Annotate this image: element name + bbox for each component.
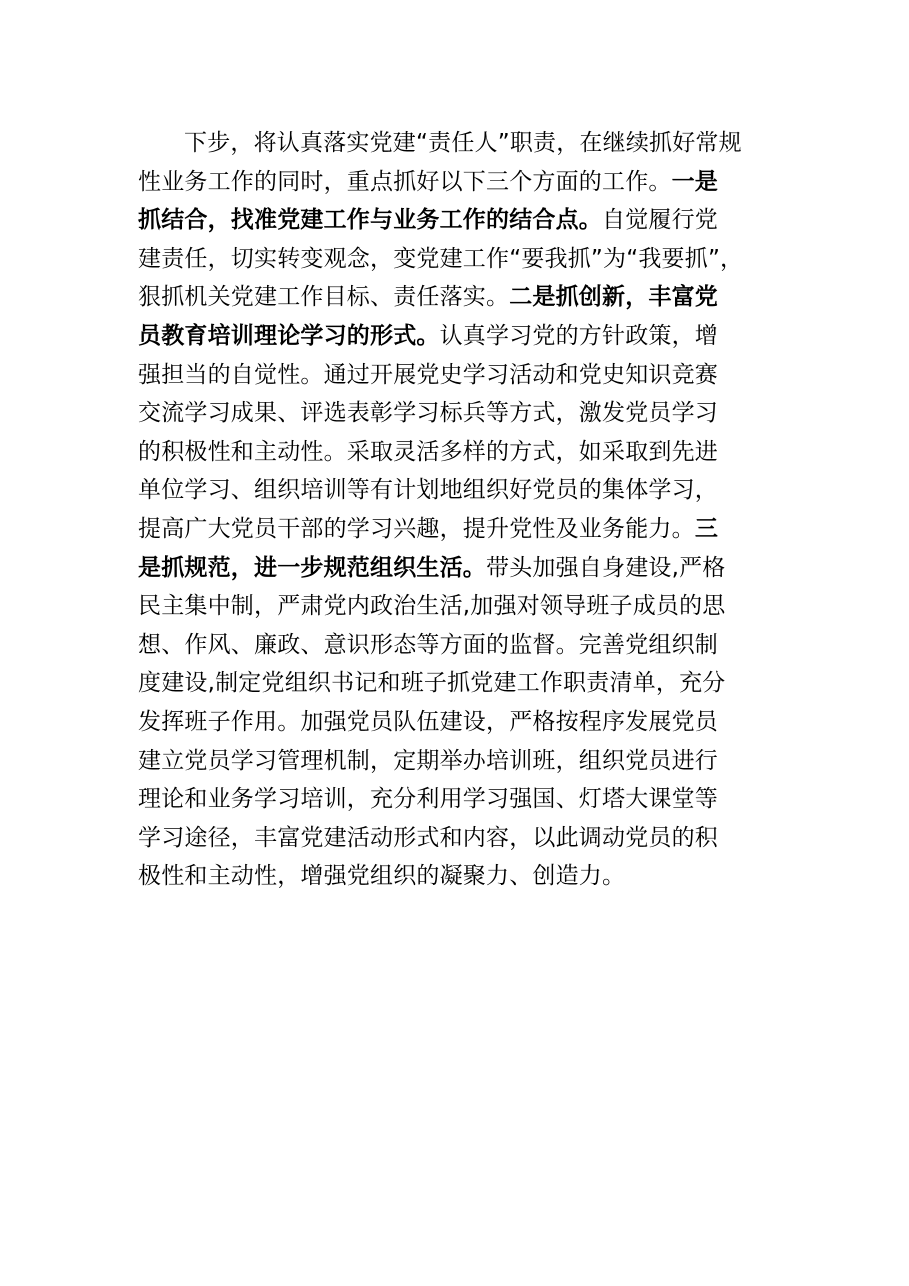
text-line: [138, 703, 778, 742]
text-segment: 极性和主动性，增强党组织的凝聚力、创造力。: [138, 863, 626, 890]
text-segment: 提高广大党员干部的学习兴趣，提升党性及业务能力。: [138, 515, 695, 542]
text-segment: 带头加强自身建设,严格: [486, 554, 726, 581]
text-line: [138, 278, 778, 317]
text-line: [138, 240, 778, 279]
text-line: [138, 819, 778, 858]
text-segment: 理论和业务学习培训，充分利用学习强国、灯塔大课堂等: [138, 786, 718, 813]
text-segment: 发挥班子作用。加强党员队伍建设，严格按程序发展党员: [138, 708, 718, 735]
text-line: [138, 857, 778, 896]
text-line: [138, 201, 778, 240]
text-segment: 学习途径，丰富党建活动形式和内容，以此调动党员的积: [138, 824, 718, 851]
bold-text-segment: 一是: [671, 168, 719, 195]
text-line: [138, 664, 778, 703]
text-segment: 想、作风、廉政、意识形态等方面的监督。完善党组织制: [138, 631, 718, 658]
text-line: [138, 780, 778, 819]
text-line: [138, 356, 778, 395]
text-segment: 度建设,制定党组织书记和班子抓党建工作职责清单，充分: [138, 670, 726, 697]
text-segment: 建立党员学习管理机制，定期举办培训班，组织党员进行: [138, 747, 718, 774]
text-segment: 建责任，切实转变观念，变党建工作“要我抓”为“我要抓”，: [138, 245, 744, 272]
text-segment: 单位学习、组织培训等有计划地组织好党员的集体学习，: [138, 477, 718, 504]
text-line: [138, 317, 778, 356]
bold-text-segment: 抓结合，找准党建工作与业务工作的结合点。: [138, 207, 602, 234]
bold-text-segment: 三: [694, 515, 719, 542]
text-line: [138, 124, 778, 163]
text-segment: 下步，将认真落实党建“责任人”职责，在继续抓好常规: [184, 130, 742, 156]
text-line: [138, 163, 778, 202]
text-line: [138, 471, 778, 510]
text-segment: 认真学习党的方针政策，增: [439, 322, 719, 349]
text-line: [138, 394, 778, 433]
text-line: [138, 549, 778, 588]
text-segment: 强担当的自觉性。通过开展党史学习活动和党史知识竞赛: [138, 361, 718, 388]
bold-text-segment: 员教育培训理论学习的形式。: [138, 322, 440, 349]
text-line: [138, 587, 778, 626]
bold-text-segment: 是抓规范，进一步规范组织生活。: [138, 554, 486, 581]
text-line: [138, 626, 778, 665]
text-segment: 交流学习成果、评选表彰学习标兵等方式，激发党员学习: [138, 400, 718, 427]
text-segment: 自觉履行党: [602, 207, 718, 234]
text-segment: 民主集中制，严肃党内政治生活,加强对领导班子成员的思: [138, 593, 726, 620]
body-paragraph: [138, 124, 778, 896]
text-segment: 性业务工作的同时，重点抓好以下三个方面的工作。: [138, 168, 672, 195]
text-line: [138, 510, 778, 549]
text-line: [138, 433, 778, 472]
text-line: [138, 742, 778, 781]
text-segment: 的积极性和主动性。采取灵活多样的方式，如采取到先进: [138, 438, 718, 465]
bold-text-segment: 二是抓创新，丰富党: [509, 284, 719, 311]
text-segment: 狠抓机关党建工作目标、责任落实。: [138, 284, 510, 311]
